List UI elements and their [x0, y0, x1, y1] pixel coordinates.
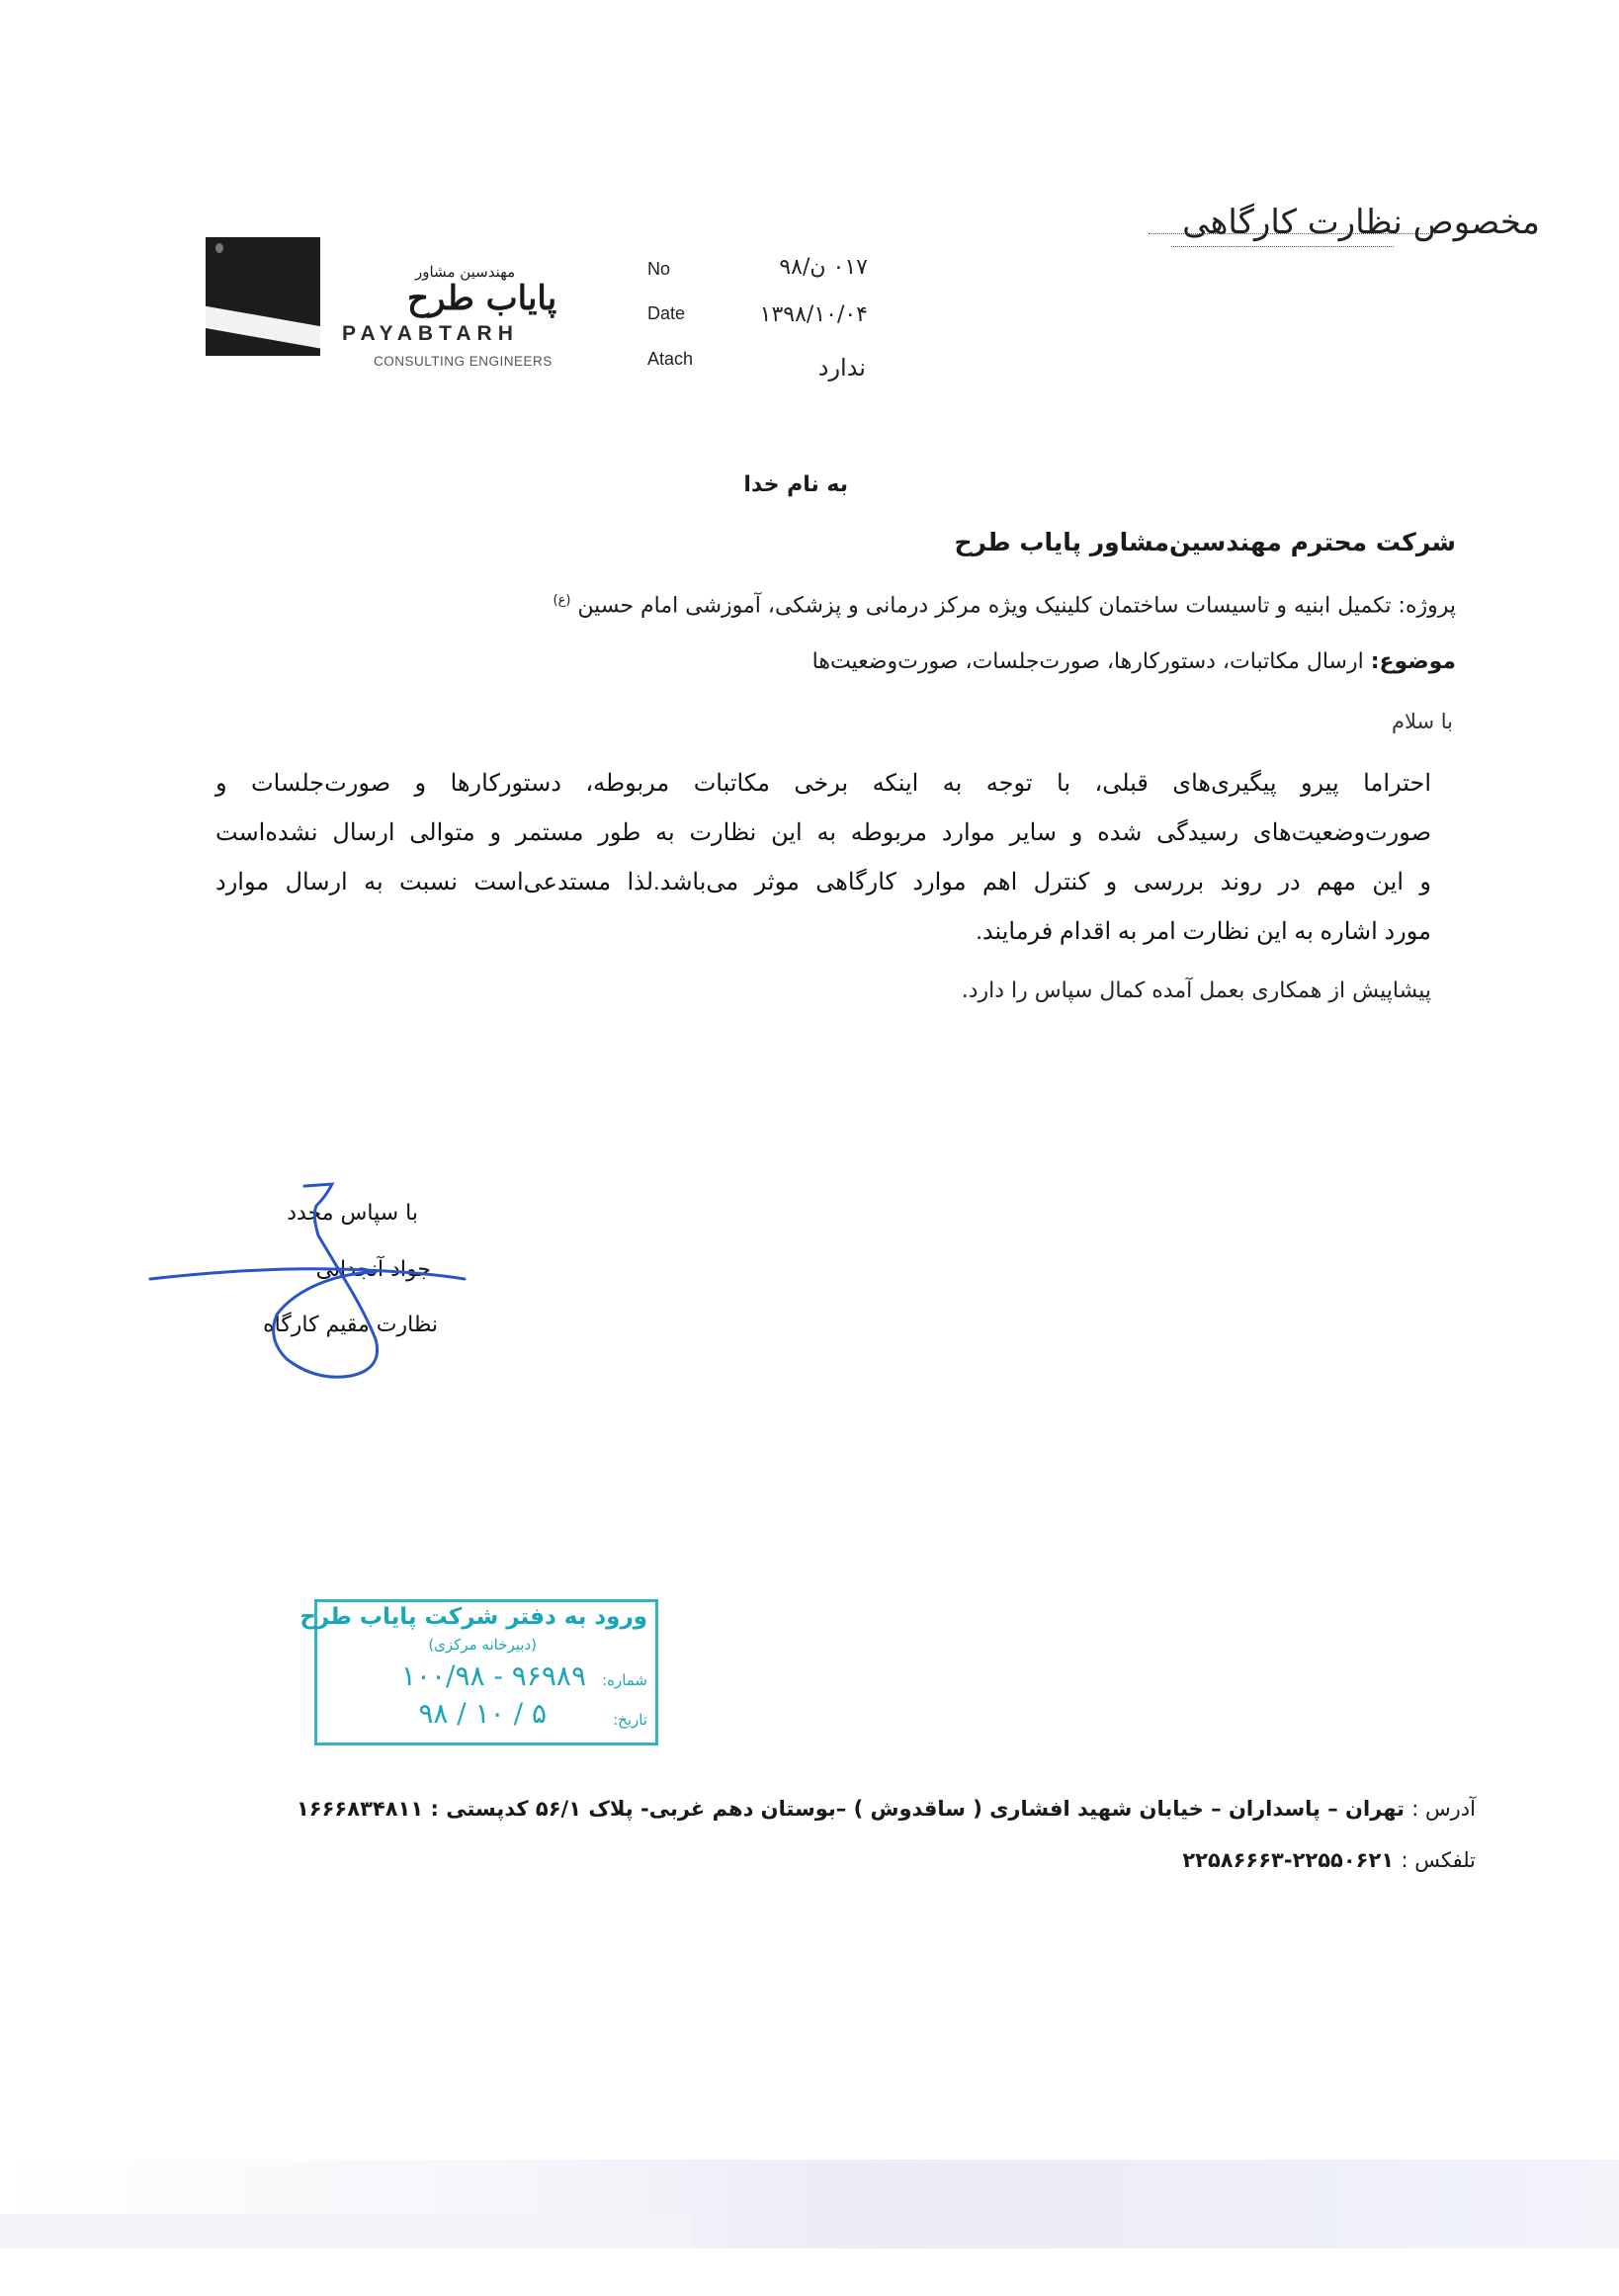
letter-date-value: ۱۳۹۸/۱۰/۰۴ [759, 302, 868, 327]
footer-address [297, 1797, 1476, 1821]
project-text: تکمیل ابنیه و تاسیسات ساختمان کلینیک ویژه مرکز درمانی و پزشکی، آموزشی امام حسین [577, 593, 1392, 619]
signatory-title: نظارت مقیم کارگاه [263, 1313, 438, 1337]
stamp-subtitle: (دبیرخانه مرکزی) [428, 1636, 537, 1654]
document-category-label: مخصوص نظارت کارگاهی [1182, 203, 1540, 242]
logo-subtitle-en: CONSULTING ENGINEERS [374, 354, 553, 369]
addressee: شرکت محترم مهندسین‌مشاور پایاب طرح [954, 528, 1456, 556]
project-line [554, 593, 1456, 618]
scan-shadow [0, 2214, 692, 2249]
body-paragraph [215, 759, 1431, 957]
project-label: پروژه: [1398, 593, 1456, 619]
dotted-underline [1171, 246, 1394, 247]
signatory-name: جواد آنجدانی [315, 1257, 431, 1282]
footer-fax [1182, 1848, 1476, 1872]
closing-paragraph: پیشاپیش از همکاری بعمل آمده کمال سپاس را دارد. [961, 978, 1431, 1003]
greeting: با سلام [1391, 710, 1453, 733]
letter-number-label: No [647, 259, 671, 279]
body-line: احتراما پیرو پیگیری‌های قبلی، با توجه به اینکه برخی مکاتبات مربوطه، دستورکارها و صورت‌جلسات و [215, 770, 1431, 797]
logo-name-en: PAYABTARH [342, 322, 519, 345]
signature-closing: با سپاس مجدد [287, 1201, 418, 1226]
incoming-stamp [299, 1599, 658, 1745]
stamp-title: ورود به دفتر شرکت پایاب طرح [299, 1604, 647, 1630]
fax-value: ۲۲۵۵۰۶۲۱-۲۲۵۸۶۶۶۳ [1182, 1848, 1395, 1872]
letter-attachment-value: ندارد [817, 354, 866, 382]
address-text: تهران – پاسداران – خیابان شهید افشاری ( ساقدوش ) –بوستان دهم غربی- پلاک ۵۶/۱ کدپستی : ۱۶۶۶۸۳۴۸۱۱ [296, 1797, 1405, 1821]
letter-number-value: ۰۱۷ ن/۹۸ [779, 255, 868, 280]
body-line: مورد اشاره به این نظارت امر به اقدام فرمایند. [976, 918, 1431, 945]
letter-attachment-label: Atach [647, 349, 694, 369]
subject-text: ارسال مکاتبات، دستورکارها، صورت‌جلسات، صورت‌وضعیت‌ها [811, 649, 1364, 674]
subject-line [812, 649, 1456, 674]
stamp-date-value: ۹۸ / ۱۰ / ۵ [418, 1697, 547, 1730]
fax-label: تلفکس : [1401, 1848, 1476, 1872]
body-line: و این مهم در روند بررسی و کنترل اهم موارد کارگاهی موثر می‌باشد.لذا مستدعی‌است نسبت به ارسال موارد [215, 869, 1431, 895]
stamp-date-label: تاریخ: [613, 1711, 647, 1729]
company-logo-mark [206, 237, 320, 356]
logo-subtitle-fa: مهندسین مشاور [415, 263, 516, 281]
logo-stripe [206, 304, 320, 349]
letter-date-label: Date [647, 303, 686, 323]
subject-label: موضوع: [1370, 649, 1456, 674]
stamp-number-label: شماره: [602, 1671, 647, 1689]
project-honorific: (ع) [553, 593, 571, 608]
address-label: آدرس : [1411, 1797, 1476, 1821]
basmala-heading: به نام خدا [743, 472, 848, 497]
stamp-number-value: ۱۰۰/۹۸ - ۹۶۹۸۹ [400, 1659, 586, 1692]
dotted-underline [1149, 233, 1435, 234]
body-line: صورت‌وضعیت‌های رسیدگی شده و سایر موارد مربوطه به این نظارت به طور مستمر و متوالی ارسال نشده‌است [215, 819, 1431, 846]
logo-spot [215, 243, 223, 253]
logo-name-fa: پایاب طرح [407, 279, 557, 318]
